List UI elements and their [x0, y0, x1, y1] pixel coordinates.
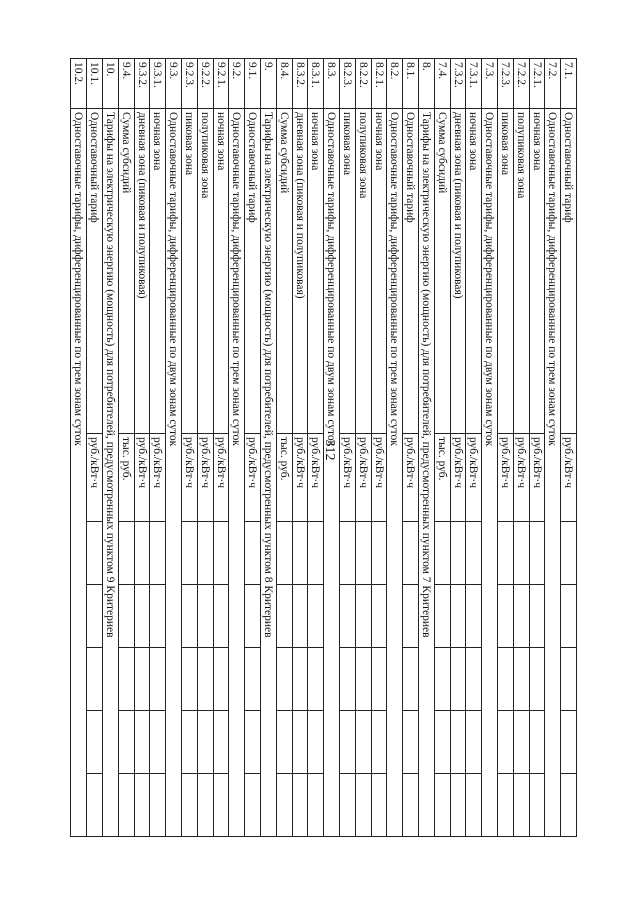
value-cell [276, 585, 292, 648]
value-cell [466, 711, 482, 774]
row-section-title: Тарифы на электрическую энергию (мощность) для потребителей, предусмотренных пунктом 7 Критериев [419, 109, 435, 837]
row-name: пиковая зона [340, 109, 356, 434]
row-unit: руб./кВт·ч [498, 434, 514, 522]
value-cell [308, 585, 324, 648]
value-cell [245, 648, 261, 711]
value-cell [371, 585, 387, 648]
row-number: 8.2.3. [340, 59, 356, 109]
row-unit: руб./кВт·ч [450, 434, 466, 522]
value-cell [355, 774, 371, 837]
row-unit: руб./кВт·ч [340, 434, 356, 522]
value-cell [498, 774, 514, 837]
value-cell [450, 774, 466, 837]
value-cell [308, 522, 324, 585]
value-cell [403, 648, 419, 711]
value-cell [434, 585, 450, 648]
row-number: 8.3.2. [292, 59, 308, 109]
value-cell [182, 711, 198, 774]
row-unit: руб./кВт·ч [529, 434, 545, 522]
row-name: пиковая зона [498, 109, 514, 434]
row-number: 7.2.1. [529, 59, 545, 109]
value-cell [308, 711, 324, 774]
value-cell [355, 711, 371, 774]
table-row [292, 59, 308, 837]
value-cell [403, 585, 419, 648]
value-cell [513, 648, 529, 711]
value-cell [276, 648, 292, 711]
table-row [71, 59, 87, 837]
table-row [229, 59, 245, 837]
value-cell [134, 585, 150, 648]
row-number: 8.4. [276, 59, 292, 109]
value-cell [118, 522, 134, 585]
row-name: ночная зона [466, 109, 482, 434]
value-cell [134, 774, 150, 837]
row-section-title: Одноставочные тарифы, дифференцированные по трем зонам суток [387, 109, 403, 837]
table-row [355, 59, 371, 837]
row-unit: руб./кВт·ч [292, 434, 308, 522]
row-number: 8.1. [403, 59, 419, 109]
row-number: 9.3. [166, 59, 182, 109]
row-unit: руб./кВт·ч [561, 434, 577, 522]
value-cell [371, 711, 387, 774]
row-number: 7.3.2. [450, 59, 466, 109]
value-cell [245, 774, 261, 837]
value-cell [434, 648, 450, 711]
value-cell [371, 522, 387, 585]
value-cell [134, 648, 150, 711]
row-unit: тыс. руб. [118, 434, 134, 522]
value-cell [276, 522, 292, 585]
value-cell [150, 774, 166, 837]
value-cell [498, 648, 514, 711]
value-cell [292, 585, 308, 648]
value-cell [498, 711, 514, 774]
value-cell [561, 585, 577, 648]
value-cell [292, 522, 308, 585]
value-cell [403, 522, 419, 585]
rotated-table-wrapper [72, 58, 577, 836]
value-cell [182, 774, 198, 837]
table-row [245, 59, 261, 837]
table-row [324, 59, 340, 837]
row-section-title: Одноставочные тарифы, дифференцированные по трем зонам суток [71, 109, 87, 837]
row-name: Одноставочный тариф [561, 109, 577, 434]
value-cell [213, 774, 229, 837]
value-cell [134, 522, 150, 585]
value-cell [197, 711, 213, 774]
row-name: полупиковая зона [355, 109, 371, 434]
value-cell [213, 648, 229, 711]
value-cell [450, 648, 466, 711]
value-cell [466, 585, 482, 648]
value-cell [134, 711, 150, 774]
row-unit: руб./кВт·ч [182, 434, 198, 522]
value-cell [434, 774, 450, 837]
row-unit: руб./кВт·ч [513, 434, 529, 522]
row-number: 9.2.1. [213, 59, 229, 109]
table-row [371, 59, 387, 837]
value-cell [182, 522, 198, 585]
row-number: 10. [103, 59, 119, 109]
value-cell [87, 648, 103, 711]
table-row [118, 59, 134, 837]
row-number: 9. [261, 59, 277, 109]
row-number: 7.1. [561, 59, 577, 109]
value-cell [213, 585, 229, 648]
row-name: ночная зона [308, 109, 324, 434]
table-row [434, 59, 450, 837]
value-cell [213, 522, 229, 585]
value-cell [498, 585, 514, 648]
row-unit: руб./кВт·ч [150, 434, 166, 522]
row-name: дневная зона (пиковая и полупиковая) [450, 109, 466, 434]
document-frame [72, 58, 577, 836]
row-name: Сумма субсидий [276, 109, 292, 434]
row-name: Одноставочный тариф [245, 109, 261, 434]
table-row [403, 59, 419, 837]
row-name: Сумма субсидий [118, 109, 134, 434]
table-row [87, 59, 103, 837]
tariff-table [71, 58, 578, 837]
row-number: 9.4. [118, 59, 134, 109]
row-unit: руб./кВт·ч [134, 434, 150, 522]
row-section-title: Одноставочные тарифы, дифференцированные по двум зонам суток [166, 109, 182, 837]
value-cell [340, 585, 356, 648]
row-name: Сумма субсидий [434, 109, 450, 434]
row-name: ночная зона [529, 109, 545, 434]
value-cell [371, 774, 387, 837]
value-cell [371, 648, 387, 711]
value-cell [403, 774, 419, 837]
value-cell [197, 774, 213, 837]
value-cell [87, 585, 103, 648]
value-cell [529, 648, 545, 711]
row-unit: руб./кВт·ч [355, 434, 371, 522]
row-number: 9.3.2. [134, 59, 150, 109]
row-number: 8.2.2. [355, 59, 371, 109]
value-cell [182, 585, 198, 648]
row-number: 7.3. [482, 59, 498, 109]
table-row [450, 59, 466, 837]
table-row [419, 59, 435, 837]
value-cell [340, 648, 356, 711]
row-name: ночная зона [150, 109, 166, 434]
row-unit: руб./кВт·ч [213, 434, 229, 522]
row-number: 8.3.1. [308, 59, 324, 109]
row-name: дневная зона (пиковая и полупиковая) [292, 109, 308, 434]
value-cell [197, 585, 213, 648]
table-row [134, 59, 150, 837]
row-number: 7.2.3. [498, 59, 514, 109]
value-cell [529, 522, 545, 585]
table-row [561, 59, 577, 837]
row-unit: руб./кВт·ч [466, 434, 482, 522]
row-unit: руб./кВт·ч [245, 434, 261, 522]
value-cell [245, 711, 261, 774]
value-cell [150, 585, 166, 648]
value-cell [213, 711, 229, 774]
value-cell [513, 585, 529, 648]
table-row [466, 59, 482, 837]
value-cell [245, 585, 261, 648]
row-name: ночная зона [371, 109, 387, 434]
value-cell [529, 585, 545, 648]
value-cell [118, 774, 134, 837]
value-cell [466, 648, 482, 711]
value-cell [340, 711, 356, 774]
table-row [482, 59, 498, 837]
table-row [213, 59, 229, 837]
table-row [182, 59, 198, 837]
table-row [276, 59, 292, 837]
row-section-title: Одноставочные тарифы, дифференцированные по двум зонам суток [482, 109, 498, 837]
value-cell [118, 648, 134, 711]
table-row [308, 59, 324, 837]
value-cell [150, 522, 166, 585]
row-number: 8.3. [324, 59, 340, 109]
value-cell [355, 585, 371, 648]
value-cell [87, 522, 103, 585]
value-cell [466, 774, 482, 837]
row-section-title: Одноставочные тарифы, дифференцированные по трем зонам суток [229, 109, 245, 837]
row-number: 7.2.2. [513, 59, 529, 109]
value-cell [529, 774, 545, 837]
value-cell [403, 711, 419, 774]
table-row [340, 59, 356, 837]
value-cell [561, 522, 577, 585]
value-cell [355, 648, 371, 711]
value-cell [450, 585, 466, 648]
value-cell [513, 774, 529, 837]
value-cell [308, 648, 324, 711]
table-row [103, 59, 119, 837]
row-number: 9.2.3. [182, 59, 198, 109]
row-name: дневная зона (пиковая и полупиковая) [134, 109, 150, 434]
row-number: 9.2.2. [197, 59, 213, 109]
value-cell [87, 711, 103, 774]
value-cell [561, 774, 577, 837]
row-number: 7.4. [434, 59, 450, 109]
value-cell [355, 522, 371, 585]
row-number: 7.2. [545, 59, 561, 109]
row-unit: руб./кВт·ч [403, 434, 419, 522]
row-unit: руб./кВт·ч [371, 434, 387, 522]
row-number: 8. [419, 59, 435, 109]
row-unit: тыс. руб. [276, 434, 292, 522]
value-cell [340, 774, 356, 837]
value-cell [150, 648, 166, 711]
table-row [197, 59, 213, 837]
value-cell [182, 648, 198, 711]
row-name: пиковая зона [182, 109, 198, 434]
value-cell [197, 522, 213, 585]
row-number: 9.3.1. [150, 59, 166, 109]
value-cell [118, 711, 134, 774]
row-unit: тыс. руб. [434, 434, 450, 522]
row-number: 8.2.1. [371, 59, 387, 109]
row-number: 9.1. [245, 59, 261, 109]
row-number: 7.3.1. [466, 59, 482, 109]
value-cell [434, 522, 450, 585]
row-section-title: Одноставочные тарифы, дифференцированные по двум зонам суток [324, 109, 340, 837]
row-number: 10.1. [87, 59, 103, 109]
value-cell [561, 648, 577, 711]
value-cell [276, 711, 292, 774]
value-cell [245, 522, 261, 585]
row-section-title: Тарифы на электрическую энергию (мощность) для потребителей, предусмотренных пунктом 9 Критериев [103, 109, 119, 837]
value-cell [434, 711, 450, 774]
row-name: полупиковая зона [513, 109, 529, 434]
value-cell [340, 522, 356, 585]
value-cell [466, 522, 482, 585]
value-cell [450, 522, 466, 585]
row-number: 9.2. [229, 59, 245, 109]
value-cell [118, 585, 134, 648]
value-cell [276, 774, 292, 837]
table-row [513, 59, 529, 837]
row-section-title: Тарифы на электрическую энергию (мощность) для потребителей, предусмотренных пунктом 8 Критериев [261, 109, 277, 837]
row-number: 8.2. [387, 59, 403, 109]
value-cell [292, 648, 308, 711]
value-cell [292, 774, 308, 837]
row-name: полупиковая зона [197, 109, 213, 434]
value-cell [292, 711, 308, 774]
value-cell [498, 522, 514, 585]
table-row [529, 59, 545, 837]
value-cell [529, 711, 545, 774]
tariff-table-body [71, 59, 577, 837]
table-row [387, 59, 403, 837]
table-row [166, 59, 182, 837]
row-unit: руб./кВт·ч [87, 434, 103, 522]
row-name: ночная зона [213, 109, 229, 434]
table-row [150, 59, 166, 837]
table-row [545, 59, 561, 837]
value-cell [87, 774, 103, 837]
row-name: Одноставочный тариф [403, 109, 419, 434]
value-cell [308, 774, 324, 837]
table-row [261, 59, 277, 837]
row-number: 10.2. [71, 59, 87, 109]
row-unit: руб./кВт·ч [308, 434, 324, 522]
value-cell [513, 522, 529, 585]
table-row [498, 59, 514, 837]
value-cell [197, 648, 213, 711]
value-cell [561, 711, 577, 774]
value-cell [150, 711, 166, 774]
page-number: 312 [322, 439, 337, 461]
value-cell [513, 711, 529, 774]
value-cell [450, 711, 466, 774]
row-name: Одноставочный тариф [87, 109, 103, 434]
row-section-title: Одноставочные тарифы, дифференцированные по трем зонам суток [545, 109, 561, 837]
row-unit: руб./кВт·ч [197, 434, 213, 522]
